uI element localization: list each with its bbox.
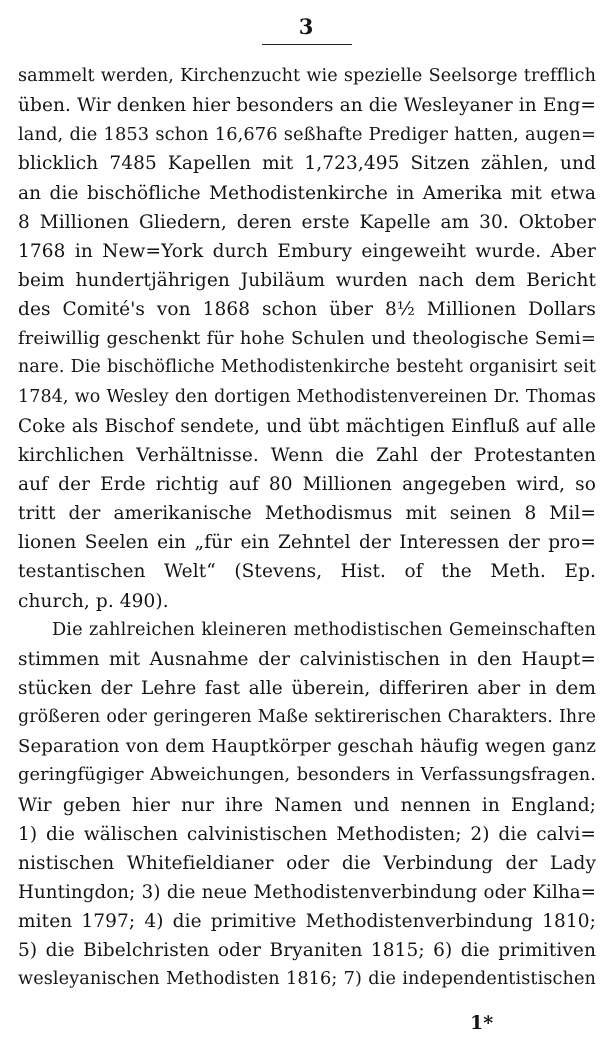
text-line: 1784, wo Wesley den dortigen Methodistenvereinen Dr. Thomas xyxy=(18,386,596,407)
text-line: kirchlichen Verhältnisse. Wenn die Zahl der Protestanten xyxy=(18,444,596,466)
text-line: testantischen Welt“ (Stevens, Hist. of the Meth. Ep. xyxy=(18,561,596,583)
text-line: freiwillig geschenkt für hohe Schulen und theologische Semi= xyxy=(18,328,596,350)
text-line: nare. Die bischöfliche Methodistenkirche besteht organisirt seit xyxy=(18,357,596,378)
text-line: üben. Wir denken hier besonders an die Wesleyaner in Eng= xyxy=(18,95,596,117)
text-line: sammelt werden, Kirchenzucht wie spezielle Seelsorge trefflich xyxy=(18,66,596,86)
text-line: tritt der amerikanische Methodismus mit seinen 8 Mil= xyxy=(18,503,596,525)
text-line: 5) die Bibelchristen oder Bryaniten 1815; 6) die primitiven xyxy=(18,940,596,962)
text-line: Huntingdon; 3) die neue Methodistenverbindung oder Kilha= xyxy=(18,881,596,903)
text-line: des Comité's von 1868 schon über 8½ Millionen Dollars xyxy=(18,299,596,321)
body-text xyxy=(18,62,596,995)
text-line: Separation von dem Hauptkörper geschah häufig wegen ganz xyxy=(18,736,596,758)
text-line: lionen Seelen ein „für ein Zehntel der Interessen der pro= xyxy=(18,532,596,554)
text-line: Die zahlreichen kleineren methodistischen Gemeinschaften xyxy=(52,619,596,640)
text-line: land, die 1853 schon 16,676 seßhafte Prediger hatten, augen= xyxy=(18,124,596,146)
text-line: 1) die wälischen calvinistischen Methodisten; 2) die calvi= xyxy=(18,823,596,845)
header-rule xyxy=(262,44,352,45)
text-line: stücken der Lehre fast alle überein, differiren aber in dem xyxy=(18,677,596,699)
text-line: auf der Erde richtig auf 80 Millionen angegeben wird, so xyxy=(18,473,596,495)
text-line: miten 1797; 4) die primitive Methodistenverbindung 1810; xyxy=(18,911,596,933)
text-line: wesleyanischen Methodisten 1816; 7) die independentistischen xyxy=(18,969,596,990)
text-line: church, p. 490). xyxy=(18,590,169,612)
page-number: 3 xyxy=(298,14,314,39)
text-line: an die bischöfliche Methodistenkirche in Amerika mit etwa xyxy=(18,182,596,204)
text-line: Wir geben hier nur ihre Namen und nennen in England; xyxy=(18,794,596,816)
text-line: blicklich 7485 Kapellen mit 1,723,495 Sitzen zählen, und xyxy=(18,153,596,175)
text-line: beim hundertjährigen Jubiläum wurden nach dem Bericht xyxy=(18,269,596,291)
text-line: 1768 in New=York durch Embury eingeweiht wurde. Aber xyxy=(18,240,596,262)
text-line: 8 Millionen Gliedern, deren erste Kapelle am 30. Oktober xyxy=(18,211,596,233)
text-line: größeren oder geringeren Maße sektirerischen Charakters. Ihre xyxy=(18,707,596,728)
text-line: stimmen mit Ausnahme der calvinistischen in den Haupt= xyxy=(18,648,596,670)
text-line: geringfügiger Abweichungen, besonders in Verfassungsfragen. xyxy=(18,765,596,786)
signature-mark: 1* xyxy=(470,1012,494,1034)
text-line: nistischen Whitefieldianer oder die Verbindung der Lady xyxy=(18,852,596,874)
text-line: Coke als Bischof sendete, und übt mächtigen Einfluß auf alle xyxy=(18,415,596,437)
